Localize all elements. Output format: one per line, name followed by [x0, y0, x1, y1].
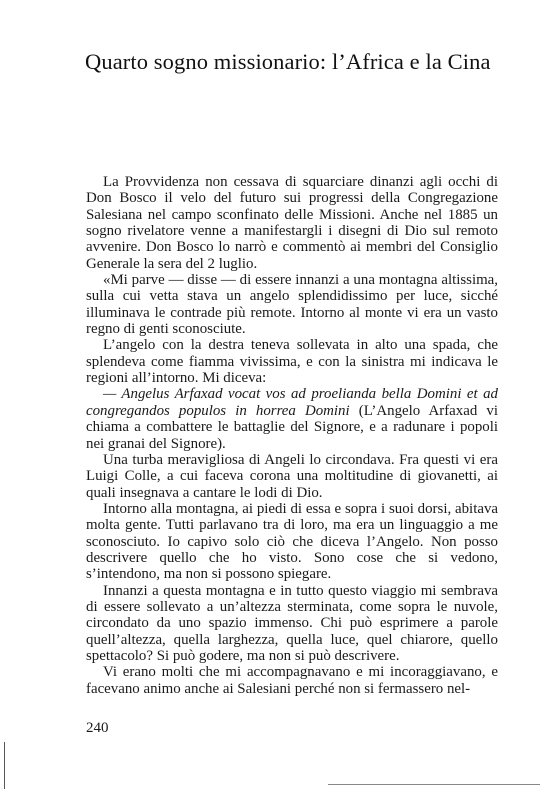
margin-line — [4, 742, 5, 789]
paragraph: Intorno alla montagna, ai piedi di essa e sopra i suoi dorsi, abitava molta gente. Tutti parlavano tra di loro, ma era un linguaggio a me sconosciuto. Io capivo solo ciò che diceva l’Angelo. Non posso descrivere quello che ho visto. Sono cose che si vedono, s’intendono, ma non si possono spiegare. — [86, 500, 498, 583]
page-number: 240 — [86, 720, 109, 736]
quote-translation: (L’Angelo Arfaxad vi chiama a combattere le battaglie del Signore, e a radunare i popoli nei granai del Signore). — [86, 402, 498, 452]
latin-quote: — Angelus Arfaxad vocat vos ad proelianda bella Domini et ad congregandos populos in horrea Domini — [86, 386, 498, 419]
bottom-rule — [328, 784, 540, 785]
body-text — [86, 174, 498, 697]
paragraph — [86, 386, 498, 451]
paragraph: «Mi parve — disse — di essere innanzi a una montagna altissima, sulla cui vetta stava un angelo splendidissimo per luce, sicché illuminava le contrade più remote. Intorno al monte vi era un vasto regno di genti sconosciute. — [86, 272, 498, 338]
paragraph: Innanzi a questa montagna e in tutto questo viaggio mi sembrava di essere sollevato a un’altezza sterminata, come sopra le nuvole, circondato da uno spazio immenso. Chi può esprimere a parole quell’altezza, quella larghezza, quella luce, quel chiarore, quello spettacolo? Si può godere, ma non si può descrivere. — [86, 582, 498, 664]
paragraph: La Provvidenza non cessava di squarciare dinanzi agli occhi di Don Bosco il velo del futuro sui progressi della Congregazione Salesiana nel campo sconfinato delle Missioni. Anche nel 1885 un sogno rivelatore venne a manifestargli i disegni di Dio sul remoto avvenire. Don Bosco lo narrò e commentò ai membri del Consiglio Generale la sera del 2 luglio. — [86, 174, 498, 272]
page-title: Quarto sogno missionario: l’Africa e la Cina — [85, 49, 491, 74]
paragraph: Una turba meravigliosa di Angeli lo circondava. Fra questi vi era Luigi Colle, a cui faceva corona una moltitudine di giovanetti, ai quali insegnava a cantare le lodi di Dio. — [86, 451, 498, 501]
paragraph: Vi erano molti che mi accompagnavano e mi incoraggiavano, e facevano animo anche ai Salesiani perché non si fermassero nel- — [86, 664, 498, 697]
paragraph: L’angelo con la destra teneva sollevata in alto una spada, che splendeva come fiamma vivissima, e con la sinistra mi indicava le regioni all’intorno. Mi diceva: — [86, 337, 498, 387]
